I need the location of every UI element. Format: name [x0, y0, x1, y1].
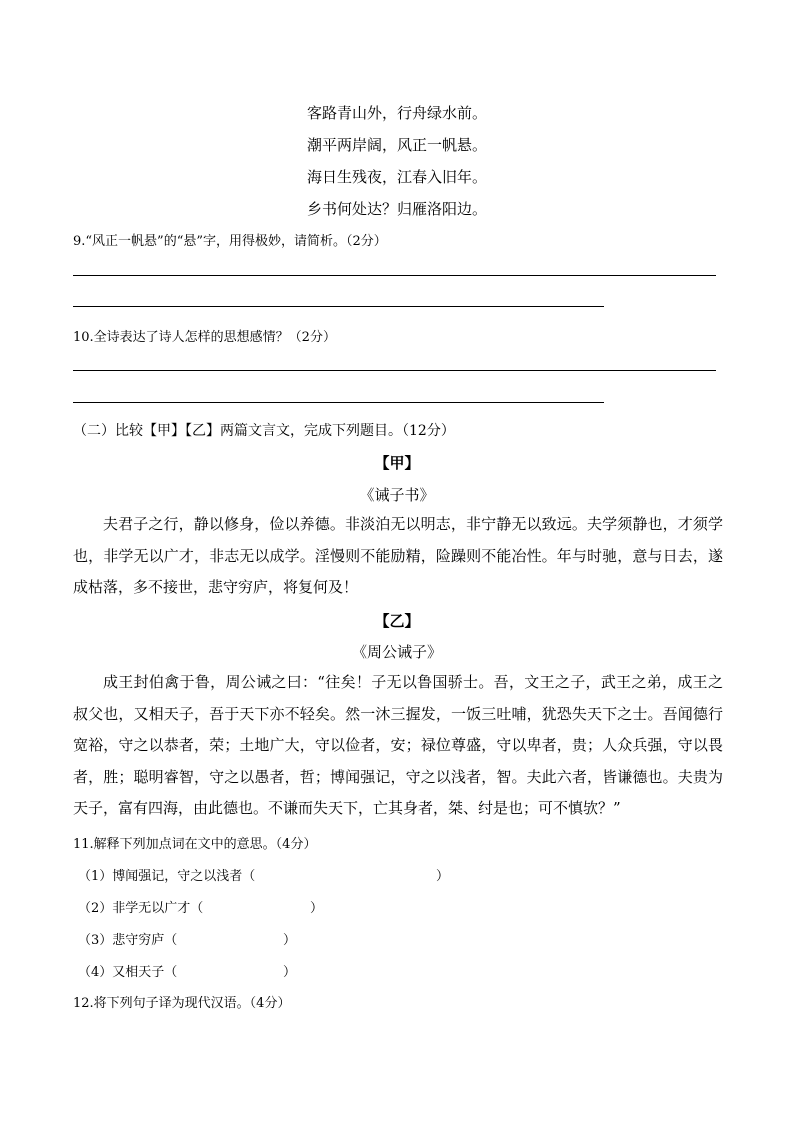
question-9: 9.“风正一帆悬”的“悬”字，用得极妙，请简析。（2分）	[73, 234, 387, 249]
q11-item-2-close: ）	[310, 901, 324, 916]
q11-item-3: （3）悲守穷庐（	[78, 933, 178, 948]
question-10: 10.全诗表达了诗人怎样的思想感情？（2分）	[73, 330, 336, 345]
text-yi-title: 《周公诫子》	[351, 643, 442, 661]
q11-item-4: （4）又相天子（	[78, 965, 178, 980]
answer-line-q9-1[interactable]	[73, 275, 716, 276]
q11-item-2: （2）非学无以广才（	[78, 901, 204, 916]
poem-line-4: 乡书何处达？归雁洛阳边。	[306, 200, 487, 218]
poem-line-3: 海日生残夜，江春入旧年。	[306, 168, 487, 186]
text-jia-title: 《诫子书》	[359, 486, 435, 504]
question-12: 12.将下列句子译为现代汉语。（4分）	[73, 996, 291, 1011]
q11-item-1: （1）博闻强记，守之以浅者（	[78, 869, 256, 884]
q11-item-1-close: ）	[436, 869, 450, 884]
text-yi-body: 成王封伯禽于鲁，周公诫之曰：“往矣！子无以鲁国骄士。吾，文王之子，武王之弟，成王之叔父也，又相天子，吾于天下亦不轻矣。然一沐三握发，一饭三吐哺，犹恐失天下之士。吾闻德行宽裕，守之以恭者，荣；土地广大，守以俭者，安；禄位尊盛，守以卑者，贵；人众兵强，守以畏者，胜；聪明睿智，守之以愚者，哲；博闻强记，守之以浅者，智。夫此六者，皆谦德也。夫贵为天子，富有四海，由此德也。不谦而失天下，亡其身者，桀、纣是也；可不慎欤？”	[73, 673, 723, 817]
answer-line-q9-2[interactable]	[73, 306, 604, 307]
poem-line-2: 潮平两岸阔，风正一帆悬。	[306, 136, 487, 154]
answer-line-q10-2[interactable]	[73, 402, 604, 403]
poem-line-1: 客路青山外，行舟绿水前。	[306, 104, 487, 122]
text-jia-mark: 【甲】	[374, 454, 420, 472]
q11-item-4-close: ）	[283, 965, 297, 980]
text-jia-body: 夫君子之行，静以修身，俭以养德。非淡泊无以明志，非宁静无以致远。夫学须静也，才须学也，非学无以广才，非志无以成学。淫慢则不能励精，险躁则不能冶性。年与时驰，意与日去，遂成枯落，多不接世，悲守穷庐，将复何及！	[73, 515, 723, 596]
text-yi-mark: 【乙】	[374, 612, 420, 630]
q11-item-3-close: ）	[283, 933, 297, 948]
section-2-heading: （二）比较【甲】【乙】两篇文言文，完成下列题目。（12分）	[73, 423, 455, 439]
answer-line-q10-1[interactable]	[73, 370, 716, 371]
question-11: 11.解释下列加点词在文中的意思。（4分）	[73, 837, 317, 852]
